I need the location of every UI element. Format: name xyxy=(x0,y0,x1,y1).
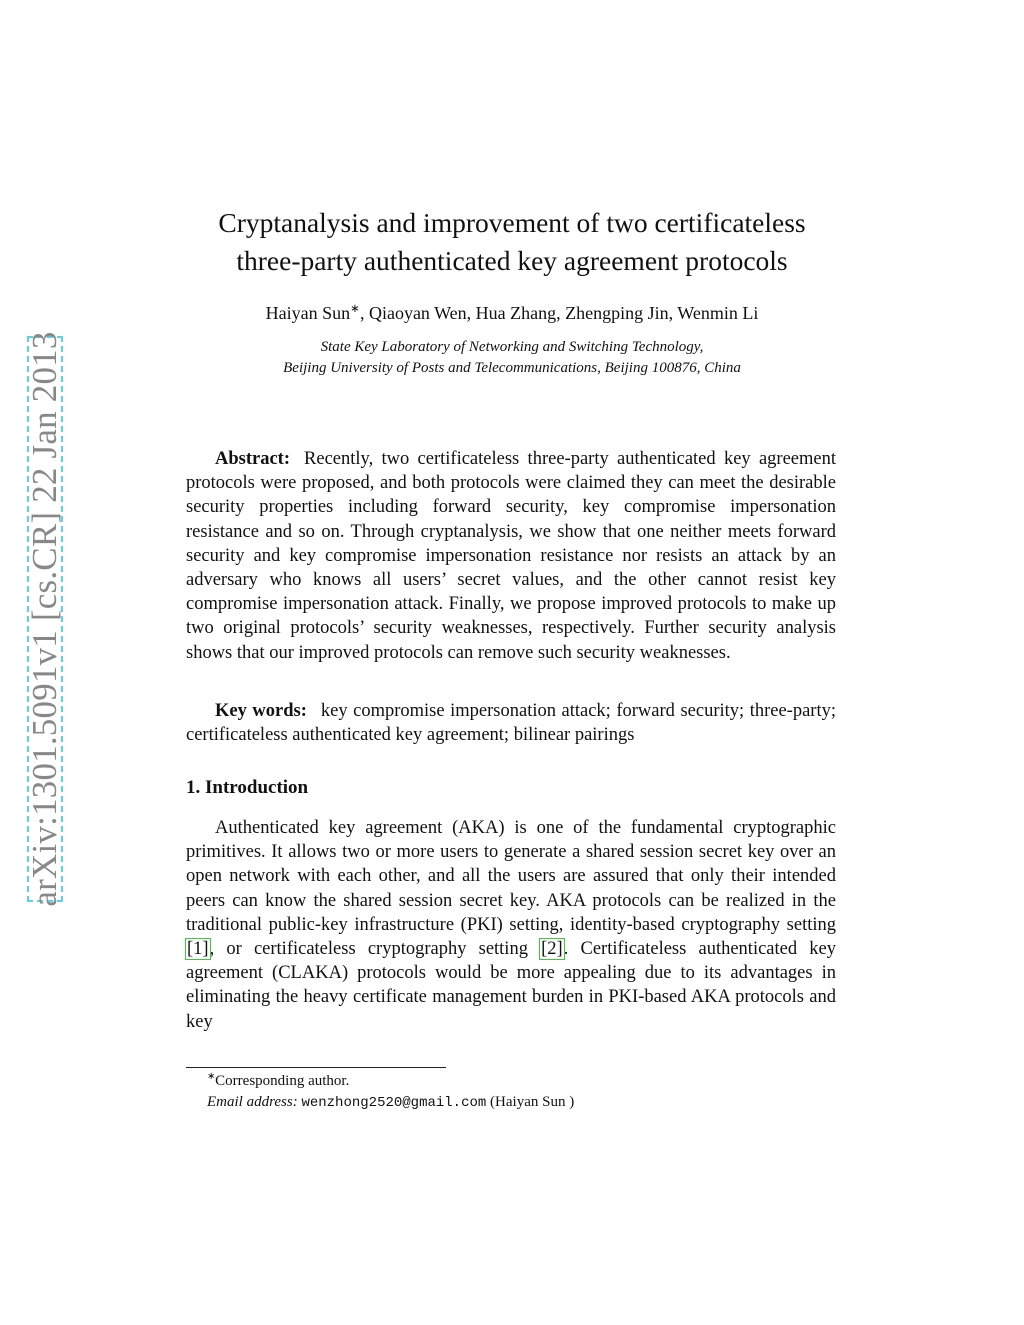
introduction-paragraph xyxy=(186,816,836,1034)
affiliation-line-1: State Key Laboratory of Networking and Switching Technology, xyxy=(320,339,704,355)
keywords xyxy=(186,699,836,747)
keywords-label: Key words: xyxy=(215,701,307,721)
abstract-label: Abstract: xyxy=(215,449,291,469)
affiliation-line-2: Beijing University of Posts and Telecommunications, Beijing 100876, China xyxy=(283,360,741,376)
email-owner: (Haiyan Sun ) xyxy=(490,1094,575,1110)
email-label: Email address: xyxy=(207,1094,298,1110)
title-line-1: Cryptanalysis and improvement of two certificateless xyxy=(218,207,806,238)
intro-text-part2: , or certificateless cryptography setting xyxy=(209,939,541,960)
citation-link-2[interactable]: [2] xyxy=(541,939,563,960)
intro-text-part1: Authenticated key agreement (AKA) is one of the fundamental cryptographic primitives. It allows two or more users to generate a shared session secret key over an open network with each other, and all the users are assured that only their intended peers can know the shared session secret key. AKA protocols can be realized in the traditional public-key infrastructure (PKI) setting, identity-based cryptography setting xyxy=(186,818,836,935)
affiliation xyxy=(150,337,874,379)
author-rest: , Qiaoyan Wen, Hua Zhang, Zhengping Jin, Wenmin Li xyxy=(359,303,759,323)
title-line-2: three-party authenticated key agreement protocols xyxy=(236,245,788,276)
paper-title xyxy=(150,204,874,280)
footnote-mark: ∗ xyxy=(207,1071,216,1082)
email-address-link[interactable]: wenzhong2520@gmail.com xyxy=(301,1095,487,1111)
intro-text-part3: . Certificateless authenticated key agreement (CLAKA) protocols would be more appealing due to its advantages in eliminating the heavy certificate management burden in PKI-based AKA protocols and key xyxy=(186,939,836,1032)
author-first: Haiyan Sun xyxy=(265,303,351,323)
footnote-divider xyxy=(186,1067,446,1068)
section-heading-introduction: 1. Introduction xyxy=(186,777,309,798)
abstract xyxy=(186,447,836,665)
footnote-corresponding xyxy=(207,1071,574,1092)
citation-link-1[interactable]: [1] xyxy=(187,939,209,960)
author-list xyxy=(150,303,874,324)
footnote xyxy=(207,1071,574,1114)
author-footnote-mark[interactable]: ∗ xyxy=(350,302,360,315)
keywords-text: key compromise impersonation attack; forward security; three-party; certificateless authenticated key agreement; bilinear pairings xyxy=(186,701,836,746)
arxiv-stamp-text: arXiv:1301.5091v1 [cs.CR] 22 Jan 2013 xyxy=(25,331,64,907)
footnote-email-line xyxy=(207,1092,574,1114)
footnote-text: Corresponding author. xyxy=(215,1073,350,1089)
abstract-text: Recently, two certificateless three-party authenticated key agreement protocols were proposed, and both protocols were claimed they can meet the desirable security properties including forward security, key compromise impersonation resistance and so on. Through cryptanalysis, we show that one neither meets forward security and key compromise impersonation resistance nor resists an attack by an adversary who knows all users’ secret values, and the other cannot resist key compromise impersonation attack. Finally, we propose improved protocols to make up two original protocols’ security weaknesses, respectively. Further security analysis shows that our improved protocols can remove such security weaknesses. xyxy=(186,449,836,663)
